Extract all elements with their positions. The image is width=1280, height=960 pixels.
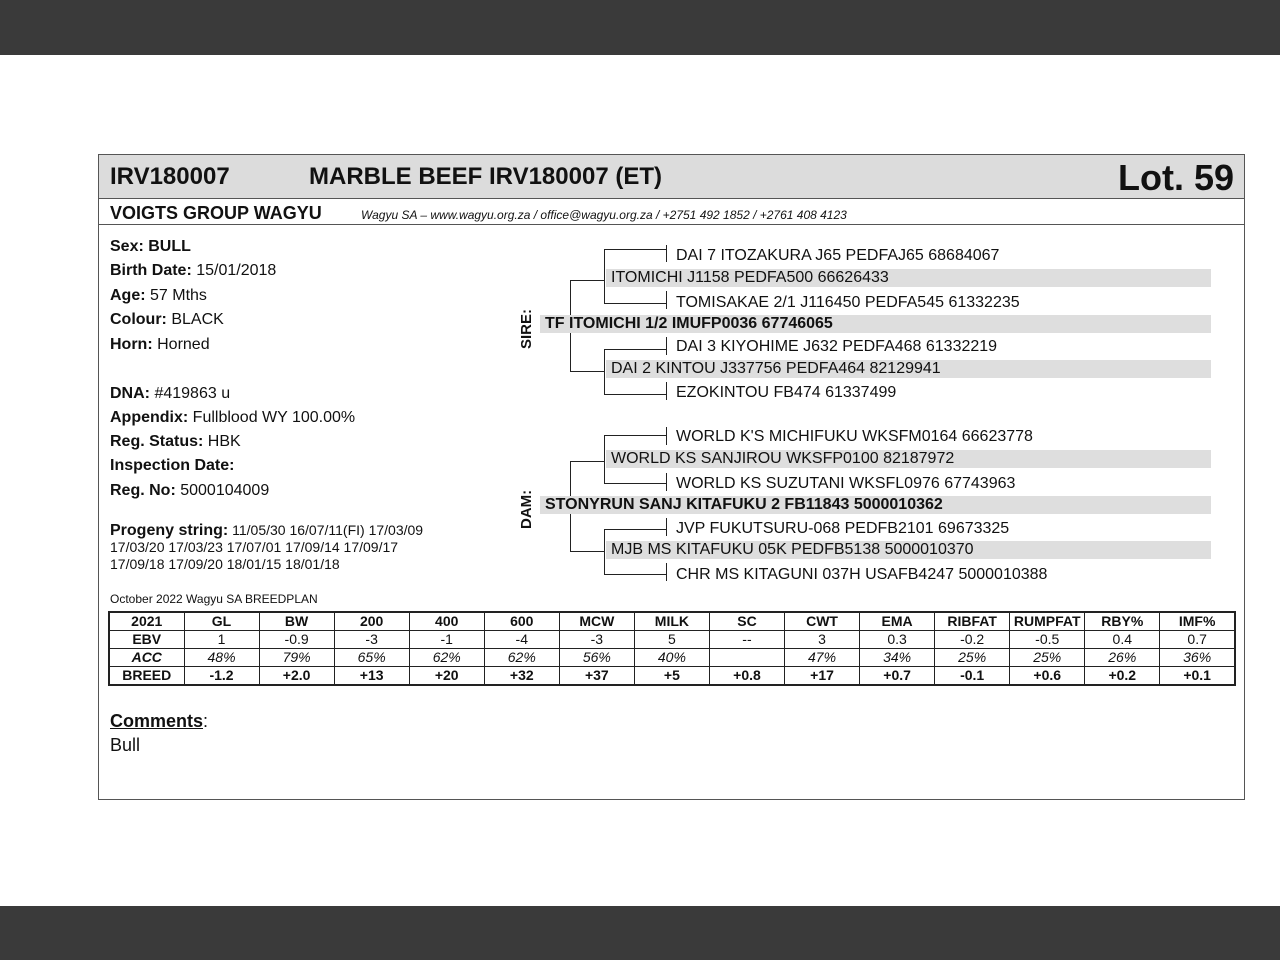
comments-text: Bull	[110, 735, 141, 755]
ebv-cell: -0.2	[935, 631, 1010, 649]
sire-name: TF ITOMICHI 1/2 IMUFP0036 67746065	[540, 315, 1211, 333]
inspection-date-label: Inspection Date:	[110, 457, 235, 474]
sire-sire-dam: TOMISAKAE 2/1 J116450 PEDFA545 61332235	[676, 294, 1020, 311]
sex-value: BULL	[148, 238, 191, 255]
ebv-cell: -3	[334, 631, 409, 649]
dam-sire: WORLD KS SANJIROU WKSFP0100 82187972	[606, 450, 1211, 468]
progeny-line-1: 11/05/30 16/07/11(FI) 17/03/09	[232, 522, 424, 538]
dam-dam-dam: CHR MS KITAGUNI 037H USAFB4247 5000010388	[676, 566, 1048, 583]
reg-no-label: Reg. No:	[110, 482, 176, 499]
inspection-date-field	[110, 457, 234, 475]
breed-cell: +0.2	[1085, 667, 1160, 686]
acc-cell: 48%	[184, 649, 259, 667]
ebv-cell: -0.5	[1010, 631, 1085, 649]
ebv-cell: 0.3	[860, 631, 935, 649]
breed-cell: +5	[634, 667, 709, 686]
dam-sire-dam: WORLD KS SUZUTANI WKSFL0976 67743963	[676, 475, 1016, 492]
acc-row	[109, 649, 1235, 667]
ebv-col-header: CWT	[785, 612, 860, 631]
comments-colon: :	[203, 711, 209, 731]
breed-cell: +13	[334, 667, 409, 686]
horn-field	[110, 336, 210, 354]
birth-date-label: Birth Date:	[110, 262, 192, 279]
breed-cell: +2.0	[259, 667, 334, 686]
ebv-value-row	[109, 631, 1235, 649]
ebv-cell: -0.9	[259, 631, 334, 649]
ebv-cell: -1	[409, 631, 484, 649]
acc-cell: 34%	[860, 649, 935, 667]
sire-sire-sire: DAI 7 ITOZAKURA J65 PEDFAJ65 68684067	[676, 247, 1000, 264]
birth-date-field	[110, 262, 276, 280]
reg-no-value: 5000104009	[180, 482, 270, 499]
dam-sire-sire: WORLD K'S MICHIFUKU WKSFM0164 66623778	[676, 428, 1033, 445]
birth-date-value: 15/01/2018	[196, 262, 277, 279]
ebv-cell: -4	[484, 631, 559, 649]
acc-cell: 26%	[1085, 649, 1160, 667]
age-value: 57 Mths	[150, 287, 207, 304]
age-label: Age:	[110, 287, 146, 304]
acc-cell: 79%	[259, 649, 334, 667]
dna-field	[110, 385, 230, 403]
ebv-col-header: RBY%	[1085, 612, 1160, 631]
ebv-header-row	[109, 612, 1235, 631]
lot-number: Lot. 59	[1117, 157, 1234, 198]
acc-cell: 47%	[785, 649, 860, 667]
ebv-col-header: RUMPFAT	[1010, 612, 1085, 631]
dam-dam: MJB MS KITAFUKU 05K PEDFB5138 5000010370	[606, 541, 1211, 559]
reg-status-field	[110, 433, 241, 451]
colour-label: Colour:	[110, 311, 167, 328]
breed-cell: +20	[409, 667, 484, 686]
horn-value: Horned	[157, 336, 210, 353]
progeny-line-3: 17/09/18 17/09/20 18/01/15 18/01/18	[110, 556, 340, 572]
ebv-col-header: 400	[409, 612, 484, 631]
ebv-col-header: BW	[259, 612, 334, 631]
ebv-col-header: 2021	[109, 612, 184, 631]
ebv-col-header: MCW	[559, 612, 634, 631]
sire-label: SIRE:	[518, 308, 535, 349]
acc-cell: 62%	[484, 649, 559, 667]
reg-status-label: Reg. Status:	[110, 433, 204, 450]
colour-field	[110, 311, 224, 329]
card-header	[99, 155, 1244, 199]
acc-cell: 40%	[634, 649, 709, 667]
ebv-col-header: MILK	[634, 612, 709, 631]
sire-dam-dam: EZOKINTOU FB474 61337499	[676, 384, 897, 401]
reg-status-value: HBK	[207, 433, 241, 450]
age-field	[110, 287, 207, 305]
breeder-bar	[99, 199, 1244, 225]
sex-field	[110, 238, 191, 256]
dam-dam-sire: JVP FUKUTSURU-068 PEDFB2101 69673325	[676, 520, 1010, 537]
dna-label: DNA:	[110, 385, 150, 402]
ebv-col-header: IMF%	[1160, 612, 1235, 631]
ebv-cell: 3	[785, 631, 860, 649]
ebv-col-header: RIBFAT	[935, 612, 1010, 631]
breed-cell: -0.1	[935, 667, 1010, 686]
ebv-cell: -3	[559, 631, 634, 649]
sire-dam: DAI 2 KINTOU J337756 PEDFA464 82129941	[606, 360, 1211, 378]
breed-row-label: BREED	[109, 667, 184, 686]
acc-cell: 25%	[935, 649, 1010, 667]
comments-title: Comments	[110, 711, 204, 731]
breed-cell: +0.7	[860, 667, 935, 686]
breed-cell: +32	[484, 667, 559, 686]
animal-name: MARBLE BEEF IRV180007 (ET)	[309, 163, 662, 190]
progeny-label: Progeny string:	[110, 522, 229, 539]
breed-cell: +37	[559, 667, 634, 686]
breedplan-caption: October 2022 Wagyu SA BREEDPLAN	[110, 592, 318, 606]
breeder-name: VOIGTS GROUP WAGYU	[110, 203, 322, 223]
ebv-col-header: SC	[709, 612, 784, 631]
sex-label: Sex:	[110, 238, 144, 255]
ebv-table	[108, 611, 1236, 686]
appendix-label: Appendix:	[110, 409, 189, 426]
appendix-field	[110, 409, 355, 427]
ebv-col-header: GL	[184, 612, 259, 631]
dna-value: #419863 u	[154, 385, 231, 402]
colour-value: BLACK	[171, 311, 224, 328]
acc-cell	[709, 649, 784, 667]
breed-row	[109, 667, 1235, 686]
comments-heading	[110, 711, 208, 732]
acc-cell: 36%	[1160, 649, 1235, 667]
acc-cell: 65%	[334, 649, 409, 667]
ebv-cell: 0.4	[1085, 631, 1160, 649]
acc-cell: 62%	[409, 649, 484, 667]
acc-cell: 25%	[1010, 649, 1085, 667]
progeny-string	[110, 522, 423, 573]
ebv-col-header: 200	[334, 612, 409, 631]
breed-cell: +17	[785, 667, 860, 686]
appendix-value: Fullblood WY 100.00%	[192, 409, 356, 426]
breed-cell: +0.1	[1160, 667, 1235, 686]
ebv-col-header: EMA	[860, 612, 935, 631]
progeny-line-2: 17/03/20 17/03/23 17/07/01 17/09/14 17/09/17	[110, 539, 399, 555]
sire-sire: ITOMICHI J1158 PEDFA500 66626433	[606, 269, 1211, 287]
ebv-cell: --	[709, 631, 784, 649]
registration-id: IRV180007	[110, 163, 230, 190]
acc-row-label: ACC	[109, 649, 184, 667]
sire-dam-sire: DAI 3 KIYOHIME J632 PEDFA468 61332219	[676, 338, 998, 355]
breed-cell: +0.8	[709, 667, 784, 686]
lot-card	[98, 154, 1245, 800]
bottom-bar	[0, 906, 1280, 960]
breed-cell: +0.6	[1010, 667, 1085, 686]
top-bar	[0, 0, 1280, 55]
ebv-cell: 5	[634, 631, 709, 649]
reg-no-field	[110, 482, 269, 500]
dam-label: DAM:	[518, 489, 535, 529]
ebv-col-header: 600	[484, 612, 559, 631]
horn-label: Horn:	[110, 336, 153, 353]
contact-info: Wagyu SA – www.wagyu.org.za / office@wagyu.org.za / +2751 492 1852 / +2761 408 4123	[361, 208, 847, 222]
ebv-row-label: EBV	[109, 631, 184, 649]
acc-cell: 56%	[559, 649, 634, 667]
ebv-cell: 1	[184, 631, 259, 649]
dam-name: STONYRUN SANJ KITAFUKU 2 FB11843 5000010362	[540, 496, 1211, 514]
breed-cell: -1.2	[184, 667, 259, 686]
ebv-cell: 0.7	[1160, 631, 1235, 649]
